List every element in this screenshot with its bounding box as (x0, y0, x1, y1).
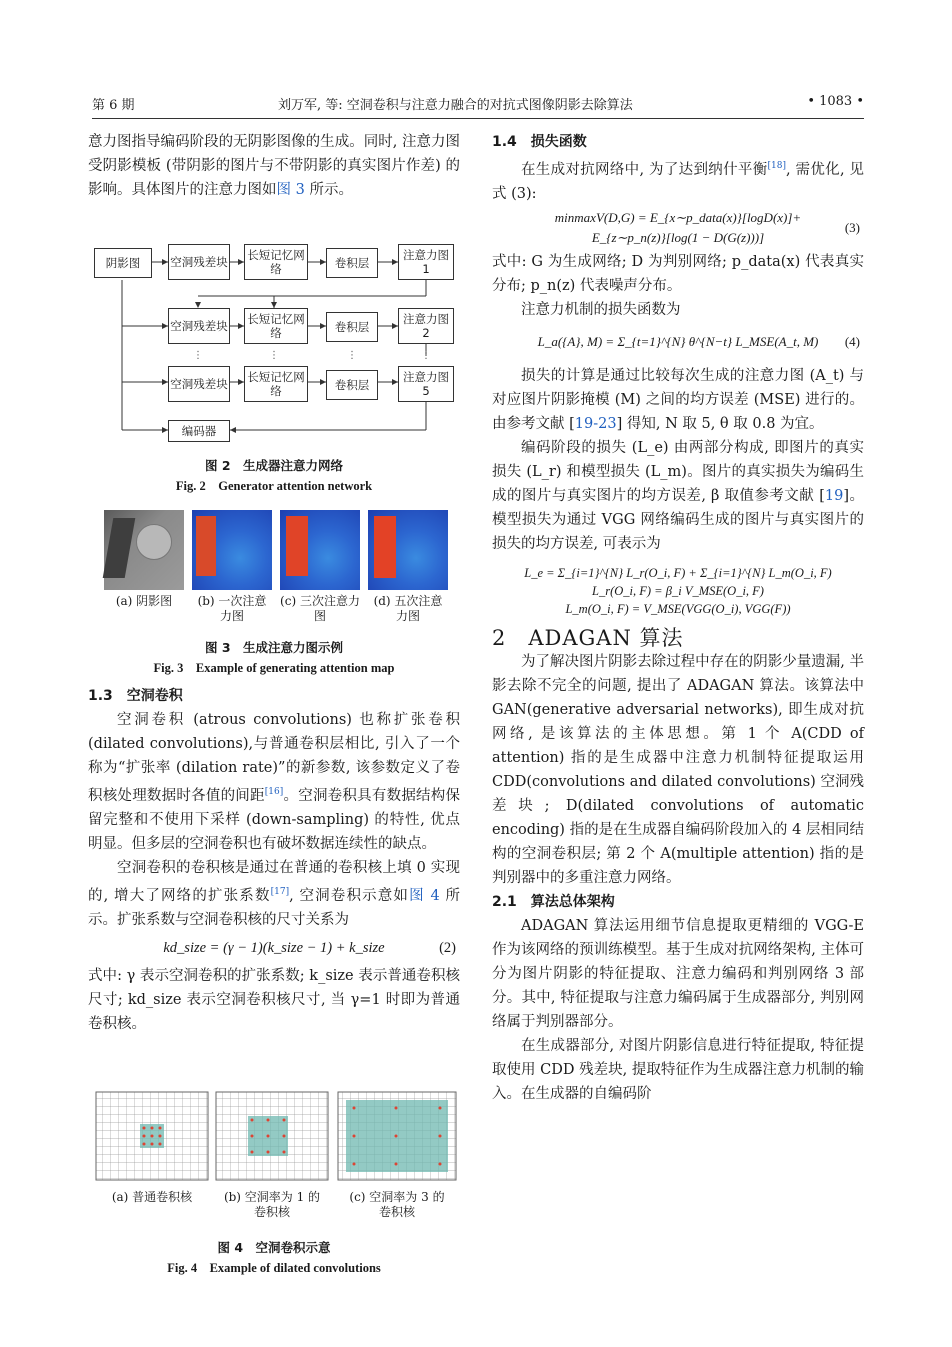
right-column (492, 130, 864, 1106)
dilated-residual-block-5: 空洞残差块 (168, 366, 230, 402)
section-1-4-paragraph-3: 注意力机制的损失函数为 (521, 301, 681, 318)
section-2-1-title: 2.1 算法总体架构 (492, 893, 615, 910)
lstm-block-1: 长短记忆网络 (244, 244, 308, 280)
section-1-3-paragraph-1: 空洞卷积 (atrous convolutions) 也称扩张卷积 (dilated convolutions),与普通卷积层相比, 引入了一个称为“扩张率 (dilation rate)”的新参数, 该参数定义了卷积核处理数据时各值的间距[16]。空洞卷积具有数据结构保留完整和不使用下采样 (down-sampling) 的特性, 优点明显。但多层的空洞卷积也有破坏数据连续性的缺点。 (88, 712, 461, 852)
attention-map-5-image (368, 510, 448, 590)
intro-paragraph: 意力图指导编码阶段的无阴影图像的生成。同时, 注意力图受阴影模板 (带阴影的图片与不带阴影的真实图片作差) 的影响。具体图片的注意力图如图 3 所示。 (88, 134, 460, 198)
ref-17-link[interactable]: [17] (270, 886, 290, 897)
equation-3: minmaxV(D,G) = E_{x∼p_data(x)}[logD(x)]+ E_{z∼p_n(z)}[log(1 − D(G(z)))] (3) (554, 209, 860, 245)
dilated-residual-block-2: 空洞残差块 (168, 308, 230, 344)
conv-layer-block-1: 卷积层 (326, 248, 378, 278)
fig4-ref-link[interactable]: 图 4 (409, 887, 440, 904)
left-column (88, 130, 460, 202)
dilated-residual-block-1: 空洞残差块 (168, 244, 230, 280)
fig3-label-a: (a) 阴影图 (115, 594, 173, 608)
attention-map-1-image (192, 510, 272, 590)
fig3-label-d: (d) 五次注意力图 (373, 594, 443, 623)
figure-4-caption: 图 4 空洞卷积示意 Fig. 4 Example of dilated convolutions (167, 1240, 381, 1275)
attention-map-5-block: 注意力图 5 (398, 366, 454, 402)
figure-2-caption: 图 2 生成器注意力网络 Fig. 2 Generator attention network (175, 458, 373, 493)
section-1-4-paragraph-2: 式中: G 为生成网络; D 为判别网络; p_data(x) 代表真实分布; p_n(z) 代表噪声分布。 (492, 253, 864, 294)
section-1-4-title: 1.4 损失函数 (492, 134, 587, 150)
figure-3-caption: 图 3 生成注意力图示例 Fig. 3 Example of generating attention map (153, 640, 395, 675)
figure-4-grids (94, 1090, 460, 1186)
fig3-label-b: (b) 一次注意力图 (197, 594, 267, 623)
fig4-label-c: (c) 空洞率为 3 的卷积核 (349, 1190, 445, 1219)
page-header (92, 94, 864, 119)
section-2-1-paragraph-2: 在生成器部分, 对图片阴影信息进行特征提取, 特征提取使用 CDD 残差块, 提取特征作为生成器注意力机制的输入。在生成器的自编码阶 (492, 1037, 864, 1102)
section-1-3-paragraph-2: 空洞卷积的卷积核是通过在普通的卷积核上填 0 实现的, 增大了网络的扩张系数[17], 空洞卷积示意如图 4 所示。扩张系数与空洞卷积核的尺寸关系为 (88, 859, 461, 928)
section-1-4-paragraph-1: 在生成对抗网络中, 为了达到纳什平衡[18], 需优化, 见式 (3): (492, 161, 865, 202)
equation-5: L_e = Σ_{i=1}^{N} L_r(O_i, F) + Σ_{i=1}^{N} L_m(O_i, F) L_r(O_i, F) = β_i V_MSE(O_i, F) L_m(O_i, F) = V_MSE(VGG(O_i), VGG(F)) (524, 565, 832, 616)
section-1-4-paragraph-5: 编码阶段的损失 (L_e) 由两部分构成, 即图片的真实损失 (L_r) 和模型损失 (L_m)。图片的真实损失为编码生成的图片与真实图片的均方误差, β 取值参考文献 [19]。模型损失为通过 VGG 网络编码生成的图片与真实图片的损失的均方误差, 可表示为 (492, 439, 864, 552)
svg-text:⋮: ⋮ (269, 350, 279, 361)
attention-map-2-block: 注意力图 2 (398, 308, 454, 344)
ref-19-23-link[interactable]: 19-23 (574, 415, 617, 432)
conv-layer-block-5: 卷积层 (326, 370, 378, 400)
attention-map-1-block: 注意力图 1 (398, 244, 454, 280)
fig3-ref-link[interactable]: 图 3 (276, 182, 305, 198)
svg-text:⋮: ⋮ (421, 350, 431, 361)
fig3-label-c: (c) 三次注意力图 (280, 594, 360, 623)
section-2-1-paragraph-1: ADAGAN 算法运用细节信息提取更精细的 VGG-E 作为该网络的预训练模型。基于生成对抗网络架构, 主体可分为图片阴影的特征提取、注意力编码和判别网络 3 部分。其中, 特征提取与注意力编码属于生成器部分, 判别网络属于判别器部分。 (492, 917, 864, 1030)
section-1-3-title: 1.3 空洞卷积 (88, 688, 183, 704)
svg-text:⋮: ⋮ (347, 350, 357, 361)
section-1-3 (88, 684, 460, 1036)
figure-2-diagram (92, 236, 464, 446)
equation-4: L_a({A}, M) = Σ_{t=1}^{N} θ^{N−t} L_MSE(A_t, M) (4) (537, 333, 860, 349)
section-2-title: 2 ADAGAN 算法 (492, 625, 684, 650)
section-2-paragraph: 为了解决图片阴影去除过程中存在的阴影少量遗漏, 半影去除不完全的问题, 提出了 ADAGAN 算法。该算法中 GAN(generative adversarial networks), 即生成对抗网络, 是该算法的主体思想。第 1 个 A(CDD of attention) 指的是生成器中注意力机制特征提取运用 CDD(convolutions and dilated convolutions) 空洞残差块; D(dilated convolutions of automatic encoding) 指的是在生成器自编码阶段加入的 4 层相同结构的空洞卷积层; 第 2 个 A(multiple attention) 指的是判别器中的多重注意力网络。 (492, 653, 864, 886)
fig4-label-a: (a) 普通卷积核 (111, 1190, 193, 1204)
section-1-3-paragraph-3: 式中: γ 表示空洞卷积的扩张系数; k_size 表示普通卷积核尺寸; kd_size 表示空洞卷积核尺寸, 当 γ=1 时即为普通卷积核。 (88, 967, 460, 1032)
ref-19-link[interactable]: 19 (824, 487, 844, 504)
page-number: • 1083 • (807, 94, 864, 109)
svg-text:⋮: ⋮ (193, 350, 203, 361)
equation-2: kd_size = (γ − 1)(k_size − 1) + k_size (2) (163, 939, 456, 956)
fig4-label-b: (b) 空洞率为 1 的卷积核 (223, 1190, 321, 1219)
attention-map-3-image (280, 510, 360, 590)
figure-4 (94, 1090, 460, 1230)
running-title: 刘万军, 等: 空洞卷积与注意力融合的对抗式图像阴影去除算法 (278, 98, 633, 113)
issue-number: 第 6 期 (92, 98, 135, 113)
section-1-4-paragraph-4: 损失的计算是通过比较每次生成的注意力图 (A_t) 与对应图片阴影掩模 (M) 之间的均方误差 (MSE) 进行的。由参考文献 [19-23] 得知, N 取 5, θ 取 0.8 为宜。 (492, 367, 864, 432)
encoder-block: 编码器 (168, 420, 230, 442)
conv-layer-block-2: 卷积层 (326, 312, 378, 342)
shadow-photo (104, 510, 184, 590)
shadow-image-block: 阴影图 (94, 248, 152, 278)
ref-18-link[interactable]: [18] (767, 161, 787, 171)
lstm-block-5: 长短记忆网络 (244, 366, 308, 402)
ref-16-link[interactable]: [16] (264, 787, 284, 797)
figure-3 (104, 510, 444, 630)
lstm-block-2: 长短记忆网络 (244, 308, 308, 344)
